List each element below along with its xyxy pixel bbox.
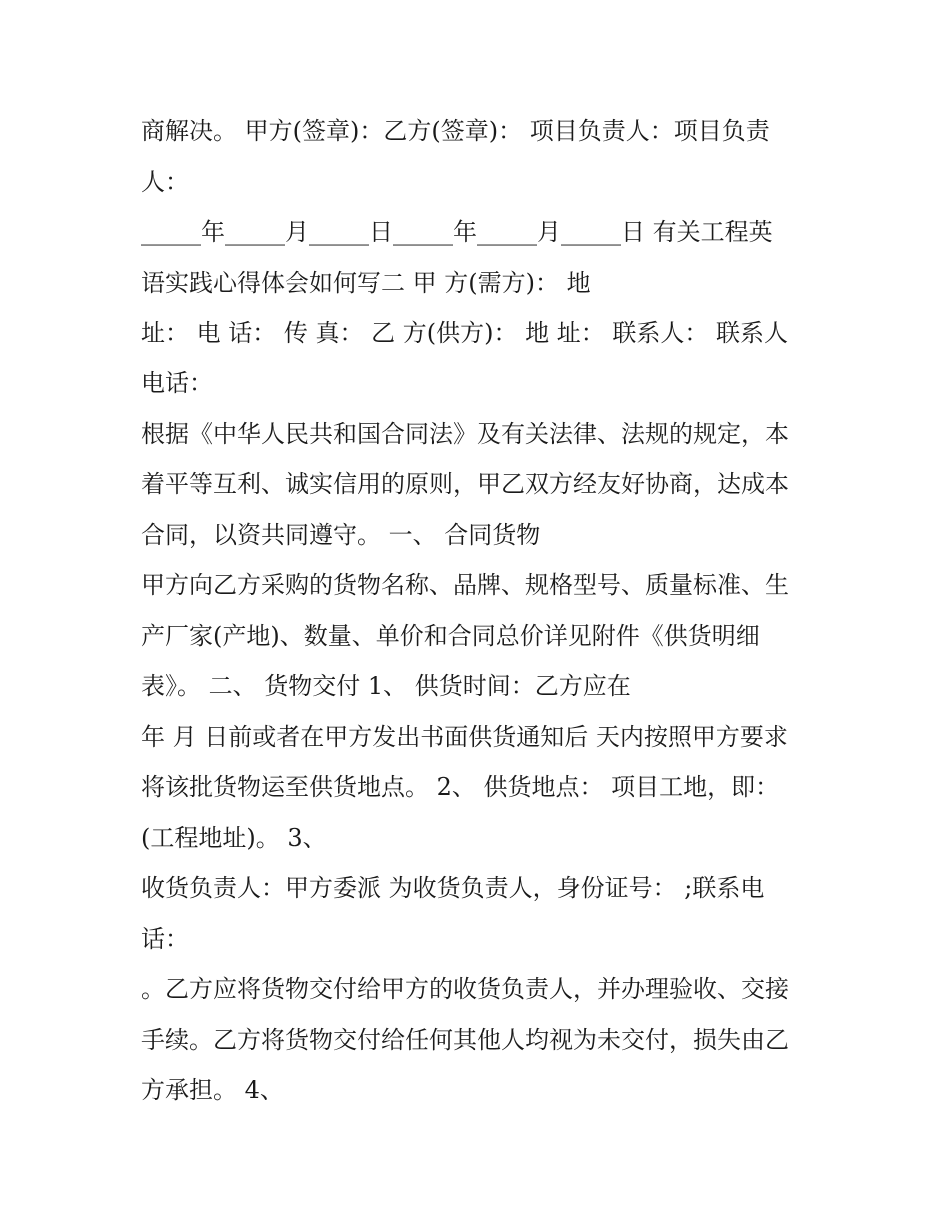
text-line: 址： 电 话： 传 真： 乙 方(供方)： 地 址： 联系人： 联系人	[141, 319, 789, 347]
text-line: 根据《中华人民共和国合同法》及有关法律、法规的规定，本	[141, 420, 789, 448]
text-line: 。乙方应将货物交付给甲方的收货负责人，并办理验收、交接	[141, 975, 789, 1003]
text-line: 着平等互利、诚实信用的原则，甲乙双方经友好协商，达成本	[141, 470, 789, 498]
text-line: 合同，以资共同遵守。 一、 合同货物	[141, 521, 541, 549]
text-line: 将该批货物运至供货地点。 2、 供货地点： 项目工地，即：	[141, 773, 780, 801]
text-line: (工程地址)。 3、	[141, 824, 327, 852]
text-line: 收货负责人：甲方委派 为收货负责人，身份证号： ;联系电	[141, 874, 765, 902]
text-line: 甲方向乙方采购的货物名称、品牌、规格型号、质量标准、生	[141, 571, 789, 599]
text-line: 电话：	[141, 369, 213, 397]
text-line: 话：	[141, 925, 189, 953]
text-line: 商解决。 甲方(签章)：乙方(签章)： 项目负责人：项目负责	[141, 117, 770, 145]
text-line: 人：	[141, 168, 189, 196]
text-line: 年 月 日前或者在甲方发出书面供货通知后 天内按照甲方要求	[141, 723, 788, 751]
text-line: 产厂家(产地)、数量、单价和合同总价详见附件《供货明细	[141, 622, 760, 650]
text-line: 手续。乙方将货物交付给任何其他人均视为未交付，损失由乙	[141, 1026, 789, 1054]
text-line: 方承担。 4、	[141, 1076, 284, 1104]
text-line: 语实践心得体会如何写二 甲 方(需方)： 地	[141, 269, 591, 297]
text-line: 表》。 二、 货物交付 1、 供货时间：乙方应在	[141, 672, 631, 700]
text-line: _____年_____月_____日_____年_____月_____日 有关工程英	[141, 218, 773, 246]
